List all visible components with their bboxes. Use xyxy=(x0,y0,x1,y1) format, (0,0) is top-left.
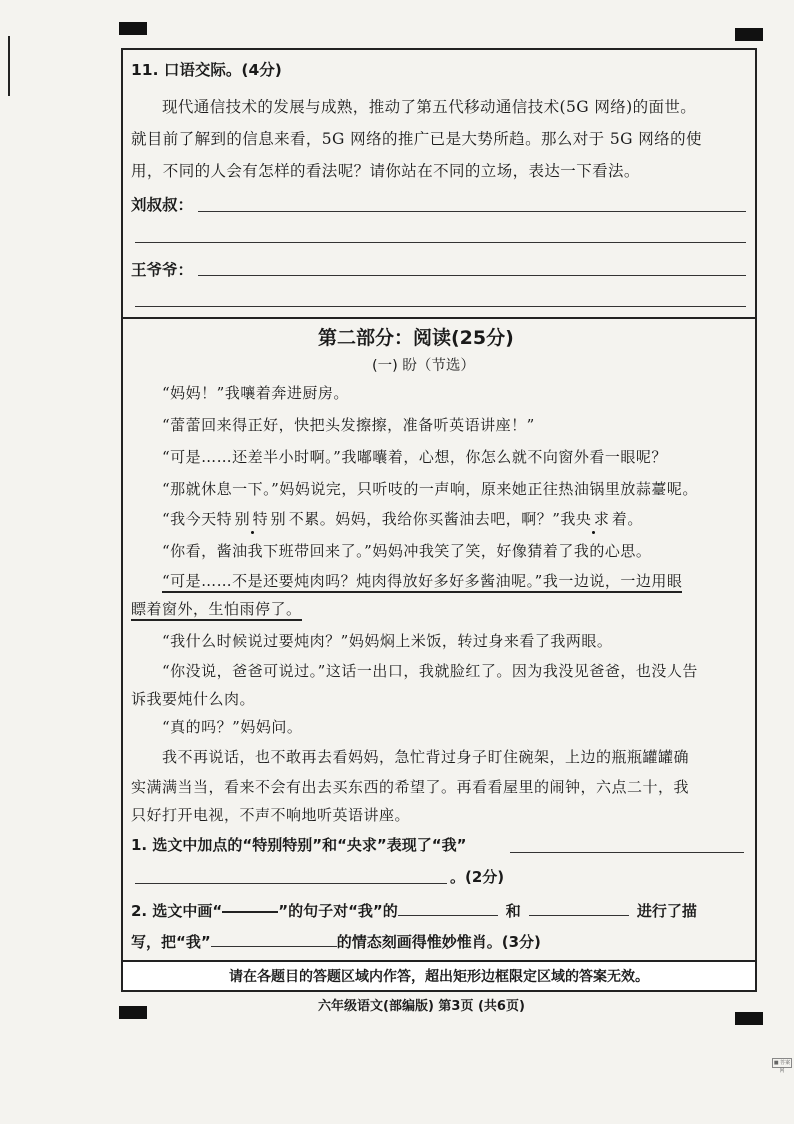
story-line: “妈妈！”我嚷着奔进厨房。 xyxy=(162,384,349,402)
answer-line[interactable] xyxy=(135,242,746,243)
q11-paragraph-line-3: 用，不同的人会有怎样的看法呢？请你站在不同的立场，表达一下看法。 xyxy=(131,162,640,180)
story-line: 只好打开电视，不声不响地听英语讲座。 xyxy=(131,806,411,824)
question-2-cont xyxy=(131,931,541,952)
answer-blank[interactable] xyxy=(529,915,629,916)
passage-title: (一) 盼（节选） xyxy=(372,358,475,374)
answer-line[interactable] xyxy=(510,852,744,853)
q11-paragraph-line-2: 就目前了解到的信息来看，5G 网络的推广已是大势所趋。那么对于 5G 网络的使 xyxy=(131,130,702,148)
story-line: 实满满当当，看来不会有出去买东西的希望了。再看看屋里的闹钟，六点二十，我 xyxy=(131,778,690,796)
story-text: 不累。妈妈，我给你买酱油去吧，啊？”我 xyxy=(288,510,576,528)
section-divider xyxy=(123,317,755,319)
speaker-uncle-liu: 刘叔叔： xyxy=(131,196,194,214)
question-1: 1. 选文中加点的“特别特别”和“央求”表现了“我” xyxy=(131,836,467,854)
q11-title: 11. 口语交际。(4分) xyxy=(131,61,282,79)
watermark-logo: ■ 答案网 xyxy=(773,1060,791,1074)
question-2 xyxy=(131,900,697,921)
registration-mark-bottom-left xyxy=(119,1006,147,1019)
page-footer: 六年级语文(部编版) 第3页 (共6页) xyxy=(318,999,525,1014)
emphasized-text: 央求 xyxy=(575,510,612,528)
answer-blank[interactable] xyxy=(211,946,337,947)
story-line-underlined xyxy=(131,598,302,619)
scan-edge xyxy=(8,36,10,96)
question-text: 进行了描 xyxy=(636,902,697,920)
question-text: 写，把“我” xyxy=(131,933,211,951)
speaker-grandpa-wang: 王爷爷： xyxy=(131,261,194,279)
story-line: 诉我要炖什么肉。 xyxy=(131,690,256,708)
answer-area-notice: 请在各题目的答题区域内作答，超出矩形边框限定区域的答案无效。 xyxy=(123,960,755,990)
answer-line[interactable] xyxy=(198,211,746,212)
answer-line[interactable] xyxy=(135,306,746,307)
story-line: “你没说，爸爸可说过。”这话一出口，我就脸红了。因为我没见爸爸，也没人告 xyxy=(162,662,698,680)
story-line-dotted xyxy=(162,508,643,529)
story-text: 着。 xyxy=(611,510,643,528)
story-line: “真的吗？”妈妈问。 xyxy=(162,718,303,736)
question-1-score: 。(2分) xyxy=(450,868,505,886)
story-line: “可是……还差半小时啊。”我嘟囔着，心想，你怎么就不向窗外看一眼呢？ xyxy=(162,448,667,466)
registration-mark-top-right xyxy=(735,28,763,41)
story-line: “我什么时候说过要炖肉？”妈妈焖上米饭，转过身来看了我两眼。 xyxy=(162,632,613,650)
question-text: 的情态刻画得惟妙惟肖。(3分) xyxy=(336,933,541,951)
answer-line[interactable] xyxy=(198,275,746,276)
story-line: 我不再说话，也不敢再去看妈妈，急忙背过身子盯住碗架，上边的瓶瓶罐罐确 xyxy=(162,748,690,766)
q11-paragraph-line-1: 现代通信技术的发展与成熟，推动了第五代移动通信技术(5G 网络)的面世。 xyxy=(162,98,697,116)
answer-line[interactable] xyxy=(135,883,447,884)
question-text: 2. 选文中画“ xyxy=(131,902,223,920)
underlined-sentence: 瞟着窗外，生怕雨停了。 xyxy=(131,600,302,621)
part-two-title: 第二部分：阅读(25分) xyxy=(318,327,514,349)
story-line-underlined xyxy=(162,570,682,591)
registration-mark-bottom-right xyxy=(735,1012,763,1025)
story-text: “我今天 xyxy=(162,510,217,528)
question-text: ”的句子对“我”的 xyxy=(278,902,398,920)
underline-symbol xyxy=(222,911,278,913)
question-text: 和 xyxy=(505,902,521,920)
story-line: “那就休息一下。”妈妈说完，只听吱的一声响，原来她正往热油锅里放蒜薹呢。 xyxy=(162,480,698,498)
story-line: “你看，酱油我下班带回来了。”妈妈冲我笑了笑，好像猜着了我的心思。 xyxy=(162,542,652,560)
answer-blank[interactable] xyxy=(398,915,498,916)
story-line: “蕾蕾回来得正好，快把头发擦擦，准备听英语讲座！” xyxy=(162,416,535,434)
underlined-sentence: “可是……不是还要炖肉吗？炖肉得放好多好多酱油呢。”我一边说，一边用眼 xyxy=(162,572,682,593)
registration-mark-top-left xyxy=(119,22,147,35)
emphasized-text: 特别特别 xyxy=(216,510,289,528)
